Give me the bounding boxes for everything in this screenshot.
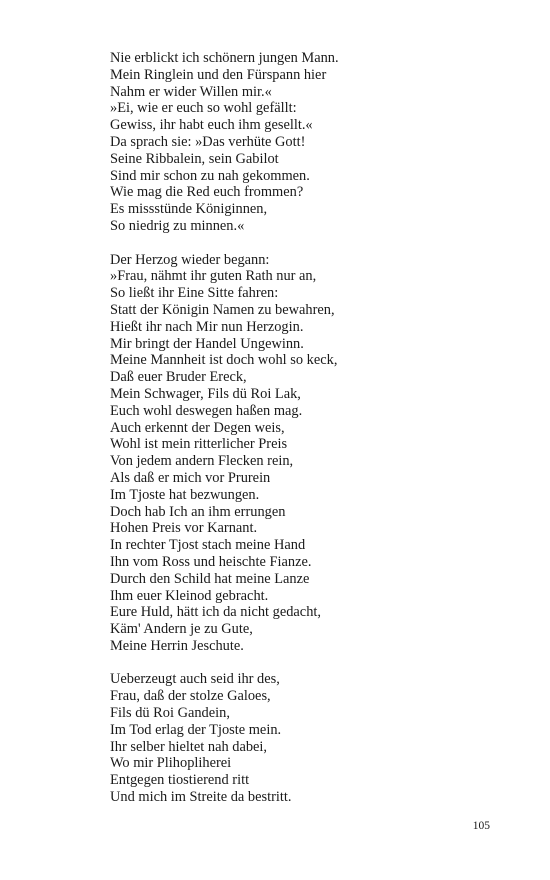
verse-line: Ihm euer Kleinod gebracht.: [110, 587, 269, 604]
verse-line: Wohl ist mein ritterlicher Preis: [110, 436, 288, 453]
verse-line: Von jedem andern Flecken rein,: [110, 453, 294, 470]
stanza-3: [110, 671, 510, 805]
verse-line: Der Herzog wieder begann:: [110, 251, 270, 268]
verse-line: Mein Schwager, Fils dü Roi Lak,: [110, 385, 301, 402]
verse-line: Euch wohl deswegen haßen mag.: [110, 402, 303, 419]
verse-line: Als daß er mich vor Prurein: [110, 469, 271, 486]
verse-line: Mein Ringlein und den Fürspann hier: [110, 66, 327, 83]
verse-line: Fils dü Roi Gandein,: [110, 705, 230, 722]
verse-line: Käm' Andern je zu Gute,: [110, 621, 253, 638]
verse-line: Hohen Preis vor Karnant.: [110, 520, 258, 537]
verse-line: Meine Herrin Jeschute.: [110, 637, 244, 654]
verse-line: Statt der Königin Namen zu bewahren,: [110, 301, 335, 318]
verse-line: Und mich im Streite da bestritt.: [110, 789, 292, 806]
verse-line: Seine Ribbalein, sein Gabilot: [110, 150, 279, 167]
verse-line: So ließt ihr Eine Sitte fahren:: [110, 285, 279, 302]
verse-line: Wo mir Plihopliherei: [110, 755, 232, 772]
verse-line: Daß euer Bruder Ereck,: [110, 369, 247, 386]
stanza-1: [110, 50, 510, 235]
stanza-2: [110, 252, 510, 655]
verse-line: Nahm er wider Willen mir.«: [110, 83, 272, 100]
verse-line: Frau, daß der stolze Galoes,: [110, 688, 271, 705]
verse-line: Es missstünde Königinnen,: [110, 201, 268, 218]
poem-text: [110, 50, 510, 823]
verse-line: Sind mir schon zu nah gekommen.: [110, 167, 310, 184]
verse-line: Hießt ihr nach Mir nun Herzogin.: [110, 318, 304, 335]
verse-line: Wie mag die Red euch frommen?: [110, 184, 304, 201]
verse-line: »Frau, nähmt ihr guten Rath nur an,: [110, 268, 317, 285]
verse-line: Auch erkennt der Degen weis,: [110, 419, 285, 436]
verse-line: Eure Huld, hätt ich da nicht gedacht,: [110, 604, 321, 621]
verse-line: Gewiss, ihr habt euch ihm gesellt.«: [110, 117, 313, 134]
verse-line: »Ei, wie er euch so wohl gefällt:: [110, 100, 297, 117]
verse-line: Ihr selber hieltet nah dabei,: [110, 738, 268, 755]
verse-line: Durch den Schild hat meine Lanze: [110, 570, 310, 587]
verse-line: Entgegen tiostierend ritt: [110, 772, 250, 789]
verse-line: Da sprach sie: »Das verhüte Gott!: [110, 133, 306, 150]
verse-line: So niedrig zu minnen.«: [110, 217, 245, 234]
verse-line: Im Tjoste hat bezwungen.: [110, 486, 260, 503]
verse-line: In rechter Tjost stach meine Hand: [110, 537, 306, 554]
page-number: 105: [472, 820, 490, 832]
verse-line: Im Tod erlag der Tjoste mein.: [110, 721, 282, 738]
verse-line: Nie erblickt ich schönern jungen Mann.: [110, 50, 339, 66]
verse-line: Ueberzeugt auch seid ihr des,: [110, 671, 280, 688]
verse-line: Ihn vom Ross und heischte Fianze.: [110, 553, 312, 570]
verse-line: Meine Mannheit ist doch wohl so keck,: [110, 352, 338, 369]
verse-line: Doch hab Ich an ihm errungen: [110, 503, 286, 520]
verse-line: Mir bringt der Handel Ungewinn.: [110, 335, 304, 352]
